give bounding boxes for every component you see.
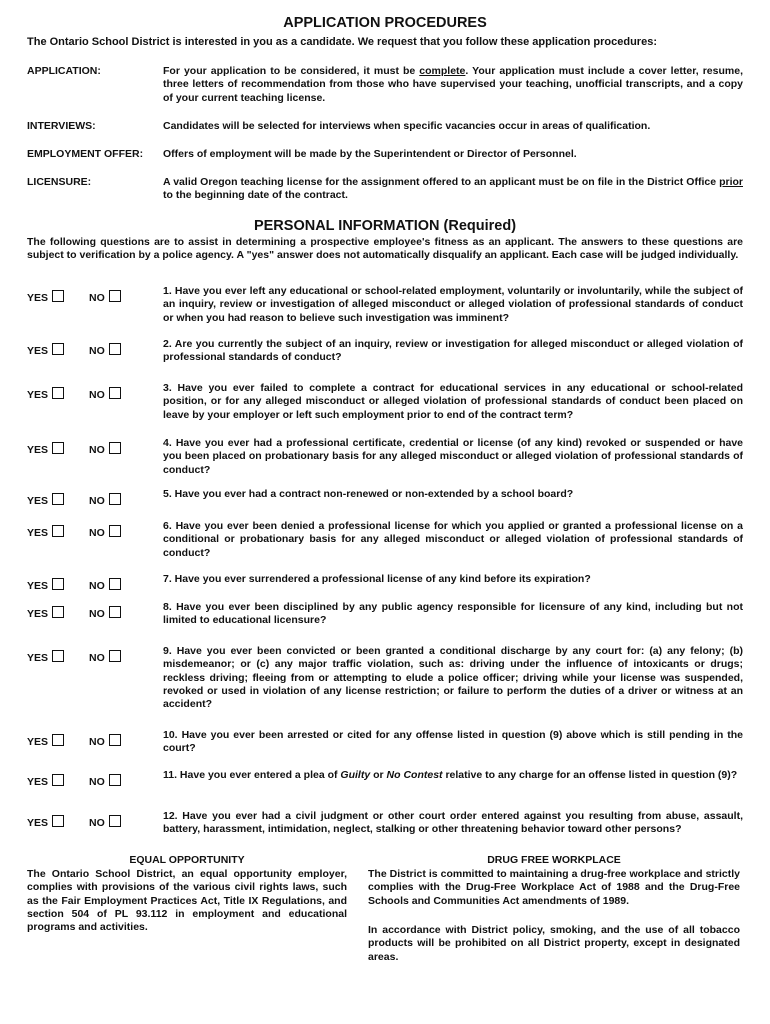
no-label: NO <box>89 580 105 592</box>
no-checkbox[interactable] <box>109 734 121 746</box>
drug-free-title: DRUG FREE WORKPLACE <box>487 854 621 866</box>
no-label: NO <box>89 345 105 357</box>
no-label: NO <box>89 495 105 507</box>
application-text: For your application to be considered, it must be complete. Your application must include a cover letter, resume, three letters of recommendation from those who have supervised your teaching, unofficial transcripts, and a copy of your current teaching license. <box>163 65 743 104</box>
no-checkbox[interactable] <box>109 578 121 590</box>
no-option <box>89 387 121 401</box>
no-option <box>89 774 121 788</box>
drug-free-text-1: The District is committed to maintaining a drug-free workplace and strictly complies with the Drug-Free Workplace Act of 1988 and the Drug-Free Schools and Communities Act amendments of 1989. <box>368 868 740 907</box>
licensure-text: A valid Oregon teaching license for the assignment offered to an applicant must be on file in the District Office prior to the beginning date of the contract. <box>163 176 743 202</box>
no-checkbox[interactable] <box>109 606 121 618</box>
no-option <box>89 343 121 357</box>
question-text: 2. Are you currently the subject of an inquiry, review or investigation for alleged misconduct or alleged violation of professional standards of conduct? <box>163 338 743 364</box>
yes-checkbox[interactable] <box>52 578 64 590</box>
no-label: NO <box>89 389 105 401</box>
yes-label: YES <box>27 776 49 788</box>
yes-checkbox[interactable] <box>52 774 64 786</box>
question-text: 5. Have you ever had a contract non-renewed or non-extended by a school board? <box>163 488 574 500</box>
question-text: 9. Have you ever been convicted or been granted a conditional discharge by any court for: (a) any felony; (b) misdemeanor; or (c) any major traffic violation, such as: driving under the influence of intoxicants or drugs; reckless driving; fleeing from or attempting to elude a police officer; driving while your license was suspended, revoked or used in violation of any license restriction; or failure to perform the duties of a driver or witness at an accident? <box>163 645 743 711</box>
no-checkbox[interactable] <box>109 493 121 505</box>
yes-option <box>27 578 64 592</box>
page-title: APPLICATION PROCEDURES <box>283 15 487 31</box>
yes-label: YES <box>27 817 49 829</box>
no-label: NO <box>89 527 105 539</box>
yes-checkbox[interactable] <box>52 734 64 746</box>
no-checkbox[interactable] <box>109 774 121 786</box>
no-checkbox[interactable] <box>109 815 121 827</box>
no-option <box>89 493 121 507</box>
yes-label: YES <box>27 345 49 357</box>
intro-text: The Ontario School District is interested in you as a candidate. We request that you follow these application procedures: <box>27 36 657 48</box>
employment-offer-text: Offers of employment will be made by the Superintendent or Director of Personnel. <box>163 148 577 160</box>
yes-checkbox[interactable] <box>52 650 64 662</box>
yes-option <box>27 387 64 401</box>
question-text: 10. Have you ever been arrested or cited for any offense listed in question (9) above which is still pending in the court? <box>163 729 743 755</box>
equal-opportunity-text: The Ontario School District, an equal opportunity employer, complies with provisions of the various civil rights laws, such as the Fair Employment Practices Act, Title IX Regulations, and section 504 of PL 93.112 in employment and educational programs and activities. <box>27 868 347 934</box>
yes-label: YES <box>27 580 49 592</box>
no-option <box>89 442 121 456</box>
yes-option <box>27 525 64 539</box>
no-option <box>89 525 121 539</box>
yes-option <box>27 774 64 788</box>
application-label: APPLICATION: <box>27 65 101 77</box>
yes-option <box>27 343 64 357</box>
yes-option <box>27 734 64 748</box>
yes-checkbox[interactable] <box>52 606 64 618</box>
yes-checkbox[interactable] <box>52 387 64 399</box>
yes-checkbox[interactable] <box>52 290 64 302</box>
question-text: 7. Have you ever surrendered a professional license of any kind before its expiration? <box>163 573 591 585</box>
licensure-label: LICENSURE: <box>27 176 92 188</box>
yes-label: YES <box>27 736 49 748</box>
yes-checkbox[interactable] <box>52 815 64 827</box>
question-text: 8. Have you ever been disciplined by any public agency responsible for licensure of any kind, including but not limited to educational licensure? <box>163 601 743 627</box>
no-checkbox[interactable] <box>109 343 121 355</box>
yes-label: YES <box>27 292 49 304</box>
yes-option <box>27 606 64 620</box>
yes-label: YES <box>27 389 49 401</box>
yes-option <box>27 650 64 664</box>
no-option <box>89 290 121 304</box>
yes-label: YES <box>27 652 49 664</box>
no-option <box>89 650 121 664</box>
no-option <box>89 815 121 829</box>
no-label: NO <box>89 817 105 829</box>
no-checkbox[interactable] <box>109 290 121 302</box>
yes-option <box>27 493 64 507</box>
yes-option <box>27 815 64 829</box>
no-label: NO <box>89 292 105 304</box>
no-checkbox[interactable] <box>109 650 121 662</box>
no-label: NO <box>89 776 105 788</box>
question-text: 4. Have you ever had a professional certificate, credential or license (of any kind) revoked or suspended or have you been placed on probationary basis for any alleged misconduct or alleged violation of professional standards of conduct? <box>163 437 743 476</box>
personal-info-title: PERSONAL INFORMATION (Required) <box>253 218 517 234</box>
no-label: NO <box>89 608 105 620</box>
interviews-label: INTERVIEWS: <box>27 120 96 132</box>
yes-checkbox[interactable] <box>52 343 64 355</box>
yes-checkbox[interactable] <box>52 442 64 454</box>
yes-checkbox[interactable] <box>52 493 64 505</box>
interviews-text: Candidates will be selected for interviews when specific vacancies occur in areas of qualification. <box>163 120 651 132</box>
yes-label: YES <box>27 527 49 539</box>
no-label: NO <box>89 444 105 456</box>
question-text: 11. Have you ever entered a plea of Guilty or No Contest relative to any charge for an offense listed in question (9)? <box>163 769 738 781</box>
no-checkbox[interactable] <box>109 387 121 399</box>
personal-info-intro: The following questions are to assist in determining a prospective employee's fitness as an applicant. The answers to these questions are subject to verification by a police agency. A "yes" answer does not automatically disqualify an applicant. Each case will be judged individually. <box>27 236 743 262</box>
no-checkbox[interactable] <box>109 442 121 454</box>
yes-label: YES <box>27 608 49 620</box>
no-option <box>89 578 121 592</box>
question-text: 1. Have you ever left any educational or school-related employment, voluntarily or involuntarily, while the subject of an inquiry, review or investigation of alleged misconduct or alleged violation of professional standards of conduct or when you had reason to believe such investigation was imminent? <box>163 285 743 324</box>
question-text: 3. Have you ever failed to complete a contract for educational services in any educational or school-related position, or for any alleged misconduct or alleged violation of professional standards of conduct been placed on leave by your employer or left such employment prior to end of the contract term? <box>163 382 743 421</box>
no-option <box>89 606 121 620</box>
yes-label: YES <box>27 495 49 507</box>
question-text: 6. Have you ever been denied a professional license for which you applied or granted a professional license on a conditional or probationary basis for any alleged misconduct or alleged violation of professional standards of conduct? <box>163 520 743 559</box>
question-text: 12. Have you ever had a civil judgment or other court order entered against you resulting from abuse, assault, battery, harassment, intimidation, neglect, stalking or other threatening behavior toward other persons? <box>163 810 743 836</box>
yes-option <box>27 442 64 456</box>
yes-label: YES <box>27 444 49 456</box>
no-option <box>89 734 121 748</box>
yes-checkbox[interactable] <box>52 525 64 537</box>
employment-offer-label: EMPLOYMENT OFFER: <box>27 148 144 160</box>
no-checkbox[interactable] <box>109 525 121 537</box>
drug-free-text-2: In accordance with District policy, smoking, and the use of all tobacco products will be prohibited on all District property, except in designated areas. <box>368 924 740 963</box>
yes-option <box>27 290 64 304</box>
no-label: NO <box>89 736 105 748</box>
equal-opportunity-title: EQUAL OPPORTUNITY <box>129 854 245 866</box>
no-label: NO <box>89 652 105 664</box>
